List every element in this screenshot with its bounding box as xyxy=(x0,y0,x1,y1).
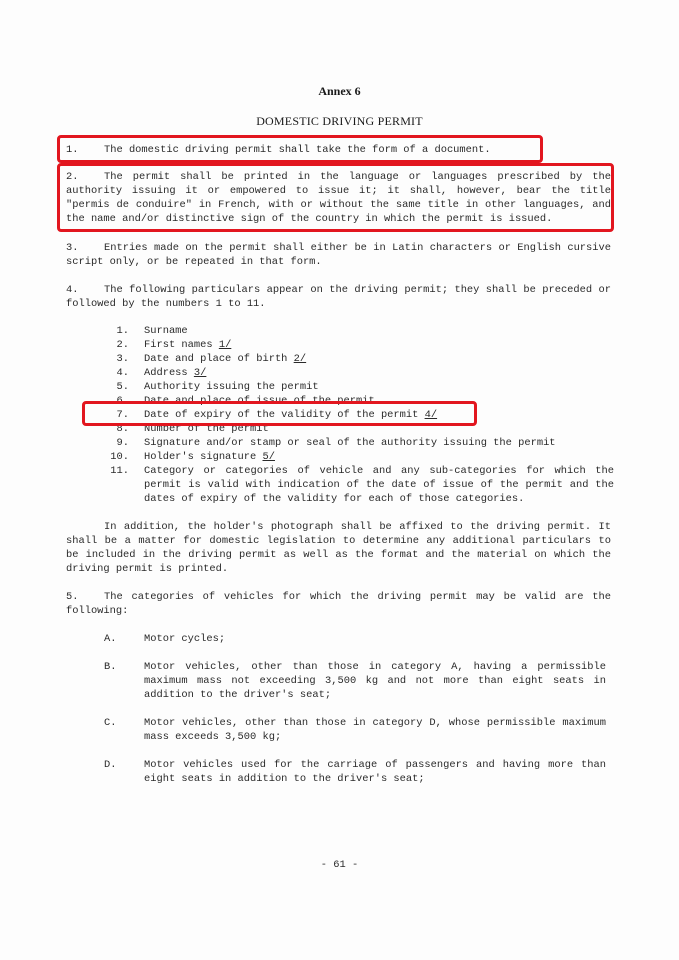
footnote-ref[interactable]: 1/ xyxy=(218,339,232,351)
paragraph-4 xyxy=(66,283,611,311)
paragraph-2 xyxy=(66,170,611,226)
list-item xyxy=(144,422,614,436)
list-item xyxy=(144,450,614,464)
category-letter: C. xyxy=(104,717,117,729)
list-item-text: Signature and/or stamp or seal of the authority issuing the permit xyxy=(144,437,556,449)
category-letter: B. xyxy=(104,661,117,673)
annex-title: Annex 6 xyxy=(318,84,361,98)
addition-paragraph: In addition, the holder's photograph shall be affixed to the driving permit. It shall be a matter for domestic legislation to determine any additional particulars to be included in the driving permit as well as the format and the material on which the driving permit is printed. xyxy=(66,521,611,575)
paragraph-text: The categories of vehicles for which the driving permit may be valid are the following: xyxy=(66,591,611,617)
paragraph-number: 4. xyxy=(66,284,79,296)
paragraph-3 xyxy=(66,241,611,269)
list-item xyxy=(144,324,614,338)
list-item-number: 4. xyxy=(116,367,129,379)
category-letter: A. xyxy=(104,633,117,645)
paragraph-1 xyxy=(66,143,611,157)
list-item-number: 8. xyxy=(116,423,129,435)
list-item-text: Date of expiry of the validity of the permit xyxy=(144,409,425,421)
paragraph-text: The domestic driving permit shall take the form of a document. xyxy=(104,144,491,156)
list-item xyxy=(144,408,614,422)
list-item xyxy=(144,352,614,366)
list-item xyxy=(144,436,614,450)
footnote-ref[interactable]: 4/ xyxy=(424,409,438,421)
list-item-number: 3. xyxy=(116,353,129,365)
category-text: Motor vehicles, other than those in category A, having a permissible maximum mass not exceeding 3,500 kg and not more than eight seats in addition to the driver's seat; xyxy=(144,661,606,701)
list-item xyxy=(144,338,614,352)
list-item-number: 2. xyxy=(116,339,129,351)
list-item-text: Authority issuing the permit xyxy=(144,381,319,393)
list-item-number: 5. xyxy=(116,381,129,393)
footnote-ref[interactable]: 2/ xyxy=(293,353,307,365)
paragraph-number: 2. xyxy=(66,171,79,183)
list-item-number: 9. xyxy=(116,437,129,449)
paragraph-number: 3. xyxy=(66,242,79,254)
category-text: Motor vehicles used for the carriage of passengers and having more than eight seats in addition to the driver's seat; xyxy=(144,759,606,785)
paragraph-text: The following particulars appear on the driving permit; they shall be preceded or followed by the numbers 1 to 11. xyxy=(66,284,611,310)
paragraph-text: The permit shall be printed in the language or languages prescribed by the authority issuing it or empowered to issue it; it shall, however, bear the title "permis de conduire" in French, with or without the same title in other languages, and the name and/or distinctive sign of the country in which the permit is issued. xyxy=(66,171,611,225)
paragraph-5 xyxy=(66,590,611,618)
list-item-number: 10. xyxy=(110,451,129,463)
footnote-ref[interactable]: 5/ xyxy=(262,451,275,463)
list-item xyxy=(144,394,614,408)
list-item-number: 1. xyxy=(116,325,129,337)
page-number: - 61 - xyxy=(320,859,359,871)
list-item-number: 6. xyxy=(116,395,129,407)
list-item-text: Date and place of birth xyxy=(144,353,294,365)
list-item xyxy=(144,464,614,506)
list-item-text: Holder's signature xyxy=(144,451,263,463)
category-text: Motor cycles; xyxy=(144,633,226,645)
list-item xyxy=(144,366,614,380)
list-item-text: Surname xyxy=(144,325,188,337)
footnote-ref[interactable]: 3/ xyxy=(193,367,207,379)
list-item-number: 7. xyxy=(116,409,129,421)
list-item-text: Date and place of issue of the permit xyxy=(144,395,375,407)
paragraph-number: 1. xyxy=(66,144,79,156)
list-item-text: Category or categories of vehicle and any sub-categories for which the permit is valid with indication of the date of issue of the permit and the dates of expiry of the validity for each of those categories. xyxy=(144,465,614,505)
section-title: DOMESTIC DRIVING PERMIT xyxy=(256,114,423,128)
list-item xyxy=(144,380,614,394)
list-item-text: First names xyxy=(144,339,219,351)
list-item-number: 11. xyxy=(110,465,129,477)
list-item-text: Address xyxy=(144,367,194,379)
category-text: Motor vehicles, other than those in category D, whose permissible maximum mass exceeds 3,500 kg; xyxy=(144,717,606,743)
paragraph-number: 5. xyxy=(66,591,79,603)
list-item-text: Number of the permit xyxy=(144,423,269,435)
paragraph-text: Entries made on the permit shall either be in Latin characters or English cursive script only, or be repeated in that form. xyxy=(66,242,611,268)
category-letter: D. xyxy=(104,759,117,771)
